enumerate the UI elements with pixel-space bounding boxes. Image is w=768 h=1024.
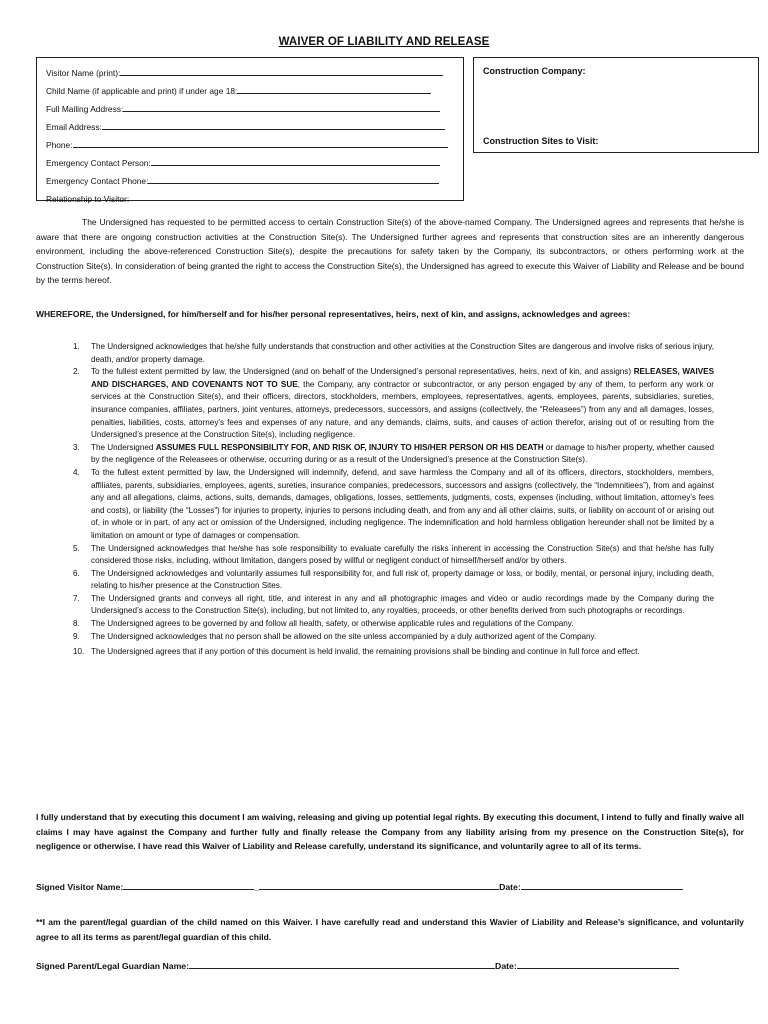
- clause-5: 5. The Undersigned acknowledges that he/she has sole responsibility to evaluate carefully the risks inherent in accessing the Construction Site(s) and that he/she has fully considered those risks, including, without limitation, dangers posed by willful or negligent conduct of himself/herself and/or by others.: [73, 543, 714, 566]
- child-name-row: [46, 82, 463, 100]
- mailing-address-label: Full Mailing Address:: [46, 104, 124, 114]
- visitor-info-box: [36, 57, 464, 204]
- visitor-date-field[interactable]: [521, 880, 683, 890]
- signed-guardian-label: Signed Parent/Legal Guardian Name:: [36, 961, 190, 971]
- guardian-date-label: Date:: [495, 961, 517, 971]
- emergency-phone-row: [46, 172, 463, 190]
- email-field[interactable]: [102, 120, 445, 130]
- guardian-signature-row: [36, 959, 679, 971]
- visitor-name-row: [46, 64, 463, 82]
- visitor-signature-row: [36, 880, 683, 892]
- clause-9: 9. The Undersigned acknowledges that no person shall be allowed on the site unless accompanied by a duly authorized agent of the Company.: [73, 631, 597, 641]
- visitor-date-label: Date:: [499, 882, 521, 892]
- guardian-statement: **I am the parent/legal guardian of the child named on this Waiver. I have carefully read and understand this Wavier of Liability and Release’s significance, and voluntarily agree to all its terms as parent/legal guardian of this child.: [36, 917, 744, 942]
- email-label: Email Address:: [46, 122, 102, 132]
- construction-sites-label: Construction Sites to Visit:: [483, 136, 599, 146]
- acknowledgement-paragraph: I fully understand that by executing this document I am waiving, releasing and giving up potential legal rights. By executing this document, I intend to fully and finally waive all claims I may have against the Company and further fully and finally release the Company from any liability arising from my presence on the Construction Site(s), for negligence or otherwise. I have read this Waiver of Liability and Release carefully, understand its significance, and voluntarily agree to all of its terms.: [36, 812, 744, 851]
- relationship-row: [46, 190, 463, 208]
- emergency-person-label: Emergency Contact Person:: [46, 158, 151, 168]
- email-row: [46, 118, 463, 136]
- child-name-field[interactable]: [237, 84, 431, 94]
- signed-visitor-label: Signed Visitor Name:: [36, 882, 124, 892]
- emergency-person-row: [46, 154, 463, 172]
- wherefore-statement: WHEREFORE, the Undersigned, for him/herself and for his/her personal representatives, heirs, next of kin, and assigns, acknowledges and agrees:: [36, 309, 631, 319]
- visitor-signature-line-a[interactable]: [123, 880, 254, 890]
- emergency-phone-field[interactable]: [148, 174, 439, 184]
- emergency-phone-label: Emergency Contact Phone:: [46, 176, 149, 186]
- relationship-label: Relationship to Visitor:: [46, 194, 130, 204]
- clause-3: 3. The Undersigned ASSUMES FULL RESPONSIBILITY FOR, AND RISK OF, INJURY TO HIS/HER PERSON OR HIS DEATH or damage to his/her property, whether caused by the negligence of the Releasees or otherwise, occurring during or as a result of the Undersigned’s presence at the Construction Site(s).: [73, 442, 714, 465]
- clause-4: 4. To the fullest extent permitted by law, the Undersigned will indemnify, defend, and save harmless the Company and all of its officers, directors, stockholders, members, affiliates, parents, subsidiaries, employees, agents, sureties, insurance companies, predecessors, successors and assigns (collectively, the “Indemnitiees”), from and against any and all allegations, claims, actions, suits, demands, damages, obligations, losses, settlements, judgments, costs, expenses (including, without limitation, attorney’s fees and costs), or liability (the “Losses”) for injuries to property, injuries to persons including death, and from any and all other claims, suits, or liability on account of or arising out of, in whole or in part, of any act or omission of the Undersigned, including negligence. The indemnification and hold harmless obligation hereunder shall not be limited by a limitation on amount or type of damages or compensation.: [73, 467, 714, 540]
- phone-label: Phone:: [46, 140, 73, 150]
- construction-company-label: Construction Company:: [483, 66, 586, 76]
- document-title: WAIVER OF LIABILITY AND RELEASE: [278, 36, 490, 48]
- intro-paragraph-block: [36, 215, 744, 288]
- clause-10: 10. The Undersigned agrees that if any portion of this document is held invalid, the remaining provisions shall be binding and continue in full force and effect.: [73, 647, 640, 657]
- clause-2: 2. To the fullest extent permitted by law, the Undersigned (and on behalf of the Undersigned’s personal representatives, heirs, next of kin, and assigns) RELEASES, WAIVES AND DISCHARGES, AND COVENANTS NOT TO SUE, the Company, any contractor or subcontractor, or any person engaged by any of them, to perform any work or services at the Construction Site(s), and their officers, directors, stockholders, members, employees, representatives, agents, employees, parents, subsidiaries, sureties, insurance companies, affiliates, partners, joint ventures, attorneys, predecessors, successors, and assigns (collectively, the “Releasees”) from any and all damages, losses, penalties, liabilities, costs, attorney’s fees and expenses of any nature, and any demands, claims, suits, and causes of action therefor, arising out of or resulting from the Undersigned’s presence at the Construction Site(s), including negligence.: [73, 367, 714, 440]
- visitor-signature-mark: _: [254, 882, 260, 892]
- guardian-signature-line[interactable]: [189, 959, 495, 969]
- phone-field[interactable]: [73, 138, 448, 148]
- clause-8: 8. The Undersigned agrees to be governed by and follow all health, safety, or otherwise applicable rules and regulations of the Company.: [73, 619, 574, 629]
- visitor-name-field[interactable]: [120, 66, 443, 76]
- guardian-date-field[interactable]: [517, 959, 679, 969]
- visitor-name-label: Visitor Name (print):: [46, 68, 121, 78]
- clause-6: 6. The Undersigned acknowledges and voluntarily assumes full responsibility for, and full risk of, property damage or loss, or bodily, mental, or personal injury, including death, relating to his/her presence at the Construction Sites.: [73, 568, 714, 591]
- visitor-signature-line-b[interactable]: [259, 880, 499, 890]
- child-name-label: Child Name (if applicable and print) if under age 18:: [46, 86, 238, 96]
- emergency-person-field[interactable]: [151, 156, 440, 166]
- clause-list: [70, 341, 714, 659]
- clause-1: 1. The Undersigned acknowledges that he/she fully understands that construction and other activities at the Construction Sites are dangerous and involve risks of serious injury, death, and/or property damage.: [73, 342, 714, 364]
- intro-paragraph: The Undersigned has requested to be permitted access to certain Construction Site(s) of the above-named Company. The Undersigned agrees and represents that he/she is aware that there are ongoing construction activities at the Construction Site(s). The Undersigned further agrees and represents that construction sites are an inherently dangerous environment, including the above-referenced Construction Site(s), despite the precautions for safety taken by the Company, its subcontractors, or others performing work at the Construction Site(s). In consideration of being granted the right to access the Construction Site(s), the Undersigned has agreed to execute this Waiver of Liability and Release and be bound by the terms hereof.: [36, 217, 744, 285]
- company-info-box: [473, 57, 759, 153]
- phone-row: [46, 136, 463, 154]
- mailing-address-field[interactable]: [123, 102, 440, 112]
- mailing-address-row: [46, 100, 463, 118]
- clause-7: 7. The Undersigned grants and conveys all right, title, and interest in any and all photographic images and video or audio recordings made by the Company during the Undersigned’s access to the Construction Site(s), including, but not limited to, any royalties, proceeds, or other benefits derived from such photographs or recordings.: [73, 593, 714, 616]
